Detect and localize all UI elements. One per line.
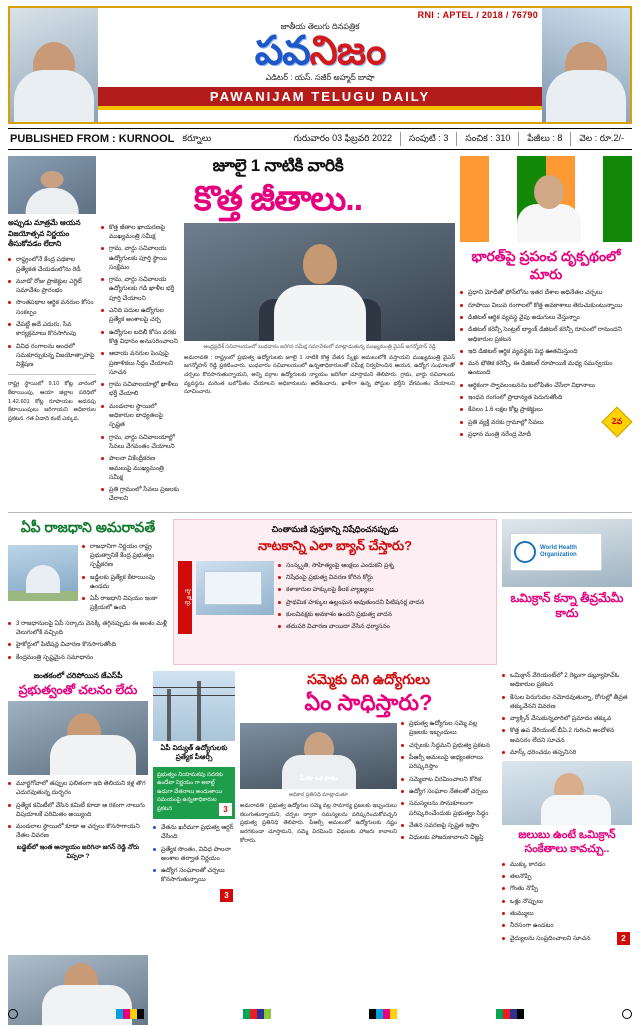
list-item: డిజిటల్ ఆర్థిక వ్యవస్థ వైపు అడుగులు వేస్తున్నాం bbox=[460, 313, 632, 322]
info-issue: సంచిక : 310 bbox=[465, 132, 511, 143]
lead-mid-bullets-column bbox=[101, 223, 179, 507]
list-item: ప్రత్యేక కమిటీలో వేసిన కమిటీ కూడా ఆ రకంగా నాలుగు విషయాలకే పరిమితం అయ్యింది bbox=[8, 801, 148, 820]
list-item: ఉద్యోగ సంఘాల నేతలతో చర్చలు bbox=[401, 787, 497, 796]
who-sign-line1: World Health bbox=[540, 544, 577, 551]
list-item: ఇంధన రంగంలో ప్రాధాన్యత పెరుగుతోంది bbox=[460, 393, 632, 402]
power-bullets bbox=[153, 823, 235, 885]
list-item: తదుపరి విచారణ వాయిదా వేసిన ధర్మాసనం bbox=[278, 622, 492, 631]
list-item: సంస్కృతి, సాహిత్యంపై ఆంక్షలు ఎందుకని ప్రశ్న bbox=[278, 561, 492, 570]
row-lead bbox=[8, 156, 632, 507]
list-item: వేతను ఖరీదుగా ప్రభుత్వ ఆర్డర్ చేసింది bbox=[153, 823, 235, 842]
jsp-headline-2: ప్రభుత్వంతో చలనం లేదు bbox=[18, 682, 138, 697]
lead-mid-photo-column bbox=[184, 223, 455, 507]
list-item: సమస్యలను సానుకూలంగా పరిష్కరించేందుకు ప్రభుత్వం సిద్ధం bbox=[401, 799, 497, 818]
print-color-bar bbox=[8, 1008, 632, 1020]
list-item: ముక్కు కారడం bbox=[502, 860, 632, 869]
list-item: కేంద్రమంత్రి స్పష్టమైన సమాధానం bbox=[8, 653, 168, 662]
strike-bullets bbox=[401, 719, 497, 845]
who-headline: ఒమిక్రాన్ కన్నా తీవ్రమేమీ కాదు bbox=[510, 590, 624, 620]
power-green-text: ప్రభుత్వం నియామకపు సదరకు ఉండేలా నిర్ణయం గా అకాల్డ్ ఉడుగా వేతనాలు అందుతాయి సమయంపై ఉన్నతాధికారుల ప్రకటన bbox=[157, 771, 224, 812]
list-item: 3 రాజధానులపై ఏపీ సర్కారు వెనక్కి తగ్గినప్పుడు ఈ అంశం మళ్లీ వెలుగులోకి వచ్చింది bbox=[8, 619, 168, 638]
list-item: మూడో రోజు ప్రాజెక్టుల ఎగ్జిట్ సమావేశం ప్రారంభం bbox=[8, 277, 96, 296]
list-item: వ్యాక్సిన్ వేసుకున్నవారిలో ప్రమాదం తక్కువ bbox=[502, 714, 632, 723]
list-item: వేతన సవరణపై స్పష్టత ఇస్తాం bbox=[401, 821, 497, 830]
list-item: డిజిటల్ కరెన్సీ సెంట్రల్ బ్యాంక్ డిజిటల్ కరెన్సీ రూపంలో రానుందని అధికారుల ప్రకటన bbox=[460, 325, 632, 344]
book-headline-1: చింతామణి పుస్తకాన్ని నిషేధించనప్పుడు bbox=[271, 523, 399, 534]
who-sub-bullets bbox=[502, 860, 632, 943]
power-headline: ఏపీ విద్యుత్ ఉద్యోగులకు ప్రత్యేక పీఆర్సీ bbox=[160, 744, 228, 761]
list-item: మూర్ఖగోవాలో తప్పుల ఫలితంగా ఇది తెలియని కళ్ల తొగ ఎదురవుతున్న దుర్భరం bbox=[8, 779, 148, 798]
list-item: మాస్క్ ధరించడం తప్పనిసరి bbox=[502, 748, 632, 757]
lead-headline-1: జూలై 1 నాటికి వారికి bbox=[212, 156, 344, 175]
strike-photo-caption: అధికార ప్రతినిధి మాట్లాడుతూ bbox=[288, 792, 349, 799]
masthead-title-part1: పవ bbox=[254, 29, 310, 73]
list-item: పాలనా వికేంద్రీకరణ అమలుపై ముఖ్యమంత్రి సమీక్ష bbox=[101, 454, 179, 482]
list-item: కళాకారుల హక్కులపై కీలక వ్యాఖ్యలు bbox=[278, 585, 492, 594]
list-item: రాష్ట్రంలోనే కేంద్ర పథకాల ప్రత్యేకత చేయడంలోను రెడీ bbox=[8, 255, 96, 274]
list-item: మన భౌతిక కరెన్సీ, ఈ డిజిటల్ రూపాయికి మధ్య సమన్వయం ఉంటుంది bbox=[460, 359, 632, 378]
info-city: కర్నూలు bbox=[182, 132, 212, 143]
list-item: ఒమిక్రాన్ వేరియంట్‌లో 2 రెట్లుగా డబ్ల్యూహెచ్ఓ అధికారుల ప్రకటన bbox=[502, 671, 632, 690]
list-item: మండలాల స్థాయిలో అధికారుల బాధ్యతలపై స్పష్టత bbox=[101, 402, 179, 430]
color-swatch-group bbox=[116, 1009, 144, 1019]
lead-middle-column bbox=[101, 156, 455, 507]
list-item: ప్రధాని మోదీతో ఫోన్‌లోను ఇతర దేశాల అధినేతల చర్చలు bbox=[460, 288, 632, 297]
list-item: నీరసంగా ఉండటం bbox=[502, 921, 632, 930]
list-item: రాజధానిగా నిర్ణయం రాష్ట్ర ప్రభుత్వానికే కేంద్ర ప్రభుత్వం స్పష్టీకరణ bbox=[82, 542, 168, 570]
list-item: సొంతపథాల ఆర్థిక వనరుల కోసం సంకల్పం bbox=[8, 298, 96, 317]
lead-left-caption: అప్పుడు మాత్రమే ఆయన విజయోత్సవ నిర్ణయం తీసుకోవడం లేదాని bbox=[8, 218, 81, 249]
jsp-question: బడ్జెట్‌లో ఇంత అన్యాయం జరిగినా జగన్ రెడ్డి నోరు విప్పరా ? bbox=[16, 843, 140, 860]
list-item: ఆదాయ వనరుల పెంపుపై ప్రణాళికలు సిద్ధం చేయాలని సూచన bbox=[101, 349, 179, 377]
list-item: కొత్త జీతాల ఖాయరణపై ముఖ్యమంత్రి సమీక్ష bbox=[101, 223, 179, 242]
list-item: నిషేధంపై ప్రభుత్వ వివరణ కోరిన కోర్టు bbox=[278, 573, 492, 582]
masthead-subline: జాతీయ తెలుగు దినపత్రిక bbox=[280, 22, 360, 31]
strike-paragraph: అమరావతి : ప్రభుత్వ ఉద్యోగుల సమ్మె వల్ల సామాన్య ప్రజలకు ఇబ్బందులు కలుగుతున్నాయని, చర్చల ద్వారా సమస్యలను పరిష్కరించుకోవచ్చని ప్రభుత్వ ప్రతినిధి తెలిపారు. పీఆర్సీ అమలులో ఉద్యోగులకు నష్టం జరగకుండా చూస్తామని, సమ్మె విరమించి విధులకు హాజరు కావాలని కోరారు. bbox=[240, 803, 397, 844]
list-item: గ్రామ సచివాలయాల్లో ఖాళీలు భర్తీ చేయాలి bbox=[101, 380, 179, 399]
lead-mid-paragraph: అమరావతి : రాష్ట్రంలో ప్రభుత్వ ఉద్యోగులకు జూలై 1 నాటికి కొత్త వేతన స్కేళ్లు అమలులోకి వస్తాయని ముఖ్యమంత్రి వైఎస్ జగన్మోహన్ రెడ్డి ప్రకటించారు. బుధవారం సచివాలయంలో ఉన్నతాధికారులతో సమీక్ష నిర్వహించిన ఆయన, ఉద్యోగ సంఘాలతో చర్చలు కొనసాగుతున్నాయని, అన్ని వర్గాల ఉద్యోగులకు న్యాయం జరిగేలా చూస్తామని తెలిపారు. గ్రామ, వార్డు సచివాలయ వ్యవస్థను మరింత బలోపేతం చేయాలని అధికారులను ఆదేశించారు. ఖాళీగా ఉన్న పోస్టుల భర్తీని వేగవంతం చేయాలని సూచించారు. bbox=[184, 354, 455, 396]
masthead-photo-right bbox=[542, 8, 630, 122]
modi-photo bbox=[460, 156, 632, 242]
list-item: సమ్మెబాట విరమించాలని కోరిక bbox=[401, 775, 497, 784]
amaravati-photo bbox=[8, 545, 78, 601]
list-item: కేవలం 1.6 లక్షల కోట్ల ప్రాజెక్టులు bbox=[460, 405, 632, 414]
who-signboard bbox=[510, 533, 602, 571]
book-ban-block bbox=[173, 519, 497, 665]
list-item: గ్రామ, వార్డు సచివాలయాల్లో సేవలు వేగవంతం చేయాలని bbox=[101, 433, 179, 452]
lead-headline-2: కొత్త జీతాలు.. bbox=[193, 180, 363, 218]
list-item: చర్చలకు సిద్ధమని ప్రభుత్వ ప్రకటన bbox=[401, 741, 497, 750]
jsp-block bbox=[8, 671, 148, 946]
page-jump-badge-label: 2వ bbox=[611, 417, 623, 427]
lead-left-paragraph: రాష్ట్ర స్థాయిలో 9.10 కోట్ల వారంలో కేటాయింపు, ఆయా జిల్లాల పరిధిలో 1.42.601 కోట్ల రూపాయల అదనపు కేటాయింపులు జరిగాయని అధికారుల ప్రకటన. గత ఏడాది కంటే ఎక్కువ. bbox=[8, 381, 96, 423]
jsp-leader-photo bbox=[8, 701, 148, 775]
list-item: కేసుల పెరుగుదల నమోదవుతున్నా, రోగుల్లో తీవ్రత తక్కువేనని వివరణ bbox=[502, 693, 632, 712]
newspaper-page bbox=[0, 6, 640, 1026]
list-item: రూపాయి విలువ రంగాలలో కొత్త అవకాశాలు తెరుచుకుంటున్నాయి bbox=[460, 301, 632, 310]
list-item: వైద్యులను సంప్రదించాలని సూచన bbox=[502, 934, 632, 943]
who-globe-icon bbox=[514, 541, 536, 563]
portrait-body bbox=[546, 70, 626, 122]
sneeze-photo bbox=[502, 761, 632, 825]
info-volume: సంపుటి : 3 bbox=[409, 132, 449, 143]
masthead-title-part2: నిజం bbox=[309, 29, 386, 73]
masthead-photo-left bbox=[10, 8, 98, 122]
list-item: ప్రత్యేక సొంతం, వివిధ పాలనా అంశాల తర్వాత నిర్ణయం bbox=[153, 845, 235, 864]
world-column bbox=[460, 156, 632, 507]
list-item: వివిధ రంగాలను అందలో సమకూర్చుకున్న విజయోత్సాహపై విశ్లేషణ bbox=[8, 342, 96, 370]
book-headline-2: నాటకాన్ని ఎలా బ్యాన్ చేస్తారు? bbox=[257, 537, 413, 553]
amaravati-bullets-2 bbox=[8, 619, 168, 662]
list-item: గ్రామ, వార్డు సచివాలయ ఉద్యోగులకు గడి ఖాళీల భర్తీ పూర్తి చేయాలని bbox=[101, 275, 179, 303]
masthead-center bbox=[98, 8, 542, 122]
strike-speaker-photo bbox=[240, 723, 397, 789]
list-item: హైకోర్టులో పిటిషన్ల విచారణ కొనసాగుతోంది bbox=[8, 640, 168, 649]
who-page-chip[interactable]: 2 bbox=[617, 932, 630, 945]
list-item: ఎనిది పదుల ఉద్యోగుల ప్రత్యేక అంశాలపై చర్చ bbox=[101, 306, 179, 325]
list-item: ఇది డిజిటల్ ఆర్థిక వ్యవస్థకు పెద్ద ఊతమిస్తుంది bbox=[460, 347, 632, 356]
lead-left-photo bbox=[8, 156, 96, 214]
info-price: వెల : రూ.2/- bbox=[579, 132, 624, 143]
strike-photo-banner: మీరూ ఒక పాఠం bbox=[299, 776, 338, 783]
court-vertical-label: హైకోర్టు bbox=[178, 561, 192, 635]
power-green-chip: 3 bbox=[219, 803, 232, 816]
masthead-gold-bar bbox=[98, 106, 542, 110]
rni-number: RNI : APTEL / 2018 / 76790 bbox=[417, 10, 538, 20]
who-detail-block bbox=[502, 671, 632, 946]
strike-headline-2: ఏం సాధిస్తారు? bbox=[304, 689, 433, 715]
book-bullets bbox=[278, 561, 492, 635]
amaravati-headline: ఏపీ రాజధాని అమరావతే bbox=[20, 518, 156, 535]
info-pages: పేజీలు : 8 bbox=[527, 132, 563, 143]
portrait-body bbox=[14, 70, 94, 122]
info-bar bbox=[8, 128, 632, 150]
list-item: ప్రభుత్వ ఉద్యోగుల సమ్మె వల్ల ప్రజలకు ఇబ్బందులు bbox=[401, 719, 497, 738]
list-item: మండలాల స్థాయిలో కూడా ఆ చర్చలు కొనసాగాయని నేతల వివరణ bbox=[8, 822, 148, 841]
list-item: కొత్త ఉప వేరియంట్ బీఏ.2 గురించి ఆందోళన అవసరం లేదని సూచన bbox=[502, 726, 632, 745]
list-item: విధులకు హాజరుకావాలని విజ్ఞప్తి bbox=[401, 833, 497, 842]
list-item: కులవివక్షకు అవకాశం ఉందని ప్రభుత్వ వాదన bbox=[278, 610, 492, 619]
list-item: పీఆర్సీ అమలుపై అభ్యంతరాలు పరిష్కరిస్తాం bbox=[401, 753, 497, 772]
list-item: గ్రామ, వార్డు సచివాలయ ఉద్యోగులకు పూర్తి స్థాయి సంక్షేమం bbox=[101, 244, 179, 272]
color-swatch-group bbox=[369, 1009, 397, 1019]
amaravati-block bbox=[8, 519, 168, 665]
cm-photo-caption: ఆంధ్రప్రదేశ్ సచివాలయంలో బుధవారం జరిగిన సమీక్ష సమావేశంలో మాట్లాడుతున్న ముఖ్యమంత్రి వైఎస్ జగన్మోహన్ రెడ్డి bbox=[203, 343, 436, 350]
list-item: ఉద్యోగుల బదిలీ కోసం వరకు కొత్త విధానం అనుసరించాలని bbox=[101, 328, 179, 347]
list-item: ప్రతి వ్యక్తి వరకు గ్రామాల్లో సేవలు bbox=[460, 418, 632, 427]
color-swatch-group bbox=[496, 1009, 524, 1019]
list-item: ఉద్యోగ సంఘాలతో చర్చలు కొనసాగుతున్నాయి bbox=[153, 866, 235, 885]
color-swatch-group bbox=[243, 1009, 271, 1019]
list-item: ప్రాథమిక హక్కుల ఉల్లంఘన అవుతుందని పిటిషనర్ల వాదన bbox=[278, 598, 492, 607]
list-item: ప్రతి గ్రామంలో సేవలు ప్రజలకు చేరాలని bbox=[101, 485, 179, 504]
list-item: ఏపీ రాజధాని విషయం ఇంకా ప్రక్రియలో ఉంది bbox=[82, 594, 168, 613]
masthead bbox=[8, 6, 632, 124]
list-item: జడ్జిలకు ప్రత్యేక కేటాయింపు ఉండదు bbox=[82, 573, 168, 592]
who-sub-headline: జలుబు ఉంటే ఒమిక్రాన్ సంకేతాలు కావచ్చు.. bbox=[518, 829, 616, 856]
list-item: ప్రధాన మంత్రి నరేంద్ర మోదీ bbox=[460, 430, 632, 439]
masthead-title bbox=[255, 31, 386, 71]
power-pole-photo bbox=[153, 671, 235, 741]
court-building-photo bbox=[196, 561, 274, 615]
registration-mark bbox=[622, 1009, 632, 1019]
registration-mark bbox=[8, 1009, 18, 1019]
who-bullets bbox=[502, 671, 632, 757]
power-page-chip[interactable]: 3 bbox=[220, 889, 233, 902]
cm-photo bbox=[184, 223, 455, 341]
row-secondary bbox=[8, 519, 632, 665]
masthead-editor: ఎడిటర్ : యస్. సజీర్ అహ్మద్ బాషా bbox=[265, 73, 375, 82]
info-date: గురువారం 03 ఫిబ్రవరి 2022 bbox=[293, 132, 393, 143]
power-green-box bbox=[153, 767, 235, 819]
lead-mid-bullets bbox=[101, 223, 179, 504]
who-sign-line2: Organization bbox=[540, 551, 577, 558]
strike-headline-1: సమ్మెకు దిగి ఉద్యోగులు bbox=[307, 670, 430, 687]
row-third bbox=[8, 671, 632, 946]
world-headline: భారత్‌పై ప్రపంచ దృక్పథంలో మారు bbox=[471, 248, 621, 283]
power-block bbox=[153, 671, 235, 946]
list-item: తలనొప్పి bbox=[502, 872, 632, 881]
lead-left-bullets bbox=[8, 255, 96, 369]
list-item: ఆర్థికంగా స్వావలంబనను బలోపేతం చేసేలా విధానాలు bbox=[460, 381, 632, 390]
published-from: PUBLISHED FROM : KURNOOL bbox=[10, 133, 175, 145]
jsp-headline-1: జంతకంలో చరిపోయిన జేఎస్‌పీ bbox=[33, 670, 123, 680]
list-item: చేపట్టే అదే ఎదురు, సేవ కార్యక్రమాలు కొనసాగింపు bbox=[8, 320, 96, 339]
strike-block bbox=[240, 671, 497, 946]
who-block bbox=[502, 519, 632, 665]
list-item: తుమ్ములు bbox=[502, 909, 632, 918]
masthead-band: PAWANIJAM TELUGU DAILY bbox=[98, 87, 542, 106]
lead-left-column bbox=[8, 156, 96, 507]
amaravati-bullets bbox=[82, 542, 168, 616]
jsp-bullets bbox=[8, 779, 148, 841]
list-item: ఒళ్లు నొప్పులు bbox=[502, 897, 632, 906]
list-item: గొంతు నొప్పి bbox=[502, 884, 632, 893]
who-photo bbox=[502, 519, 632, 587]
